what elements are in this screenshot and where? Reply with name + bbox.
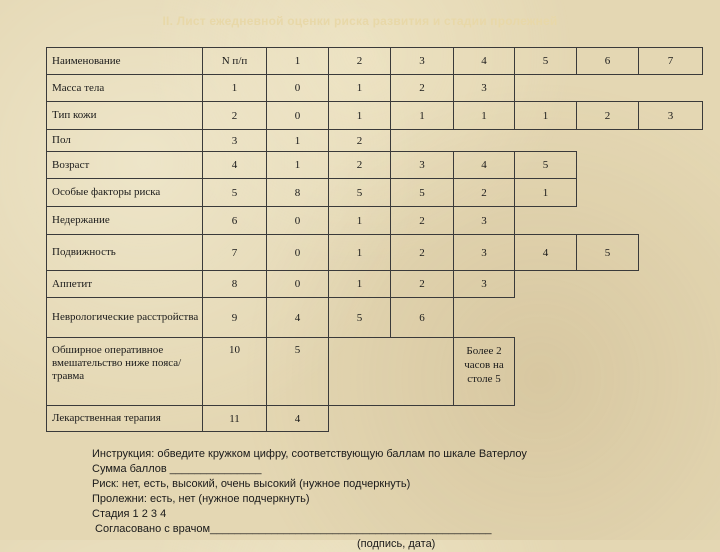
row-num: 8	[203, 271, 267, 298]
score-cell[interactable]: 1	[267, 130, 329, 152]
bedsores-line: Пролежни: есть, нет (нужное подчеркнуть)	[92, 493, 310, 505]
empty-cell	[515, 406, 577, 432]
score-cell[interactable]: 2	[329, 152, 391, 179]
header-col-4: 4	[454, 48, 515, 75]
score-cell[interactable]: 0	[267, 75, 329, 102]
empty-cell	[329, 406, 391, 432]
score-cell[interactable]: Более 2 часов на столе 5	[454, 338, 515, 406]
empty-cell	[515, 298, 577, 338]
score-cell[interactable]: 3	[454, 271, 515, 298]
header-col-7: 7	[639, 48, 703, 75]
score-cell[interactable]: 1	[329, 75, 391, 102]
row-num: 11	[203, 406, 267, 432]
empty-cell	[639, 207, 703, 235]
empty-cell	[515, 338, 577, 406]
row-num: 5	[203, 179, 267, 207]
empty-cell	[639, 130, 703, 152]
row-num: 1	[203, 75, 267, 102]
score-cell[interactable]: 2	[391, 207, 454, 235]
table-row	[47, 207, 703, 235]
table-row	[47, 338, 703, 406]
score-cell[interactable]: 5	[267, 338, 329, 406]
header-num: N п/п	[203, 48, 267, 75]
table-row	[47, 152, 703, 179]
score-cell[interactable]: 4	[267, 298, 329, 338]
empty-cell	[639, 179, 703, 207]
empty-cell	[454, 130, 515, 152]
instructions	[92, 447, 692, 552]
row-num: 9	[203, 298, 267, 338]
row-num: 7	[203, 235, 267, 271]
header-col-1: 1	[267, 48, 329, 75]
empty-cell	[639, 338, 703, 406]
score-cell[interactable]: 1	[267, 152, 329, 179]
empty-cell	[577, 152, 639, 179]
row-name: Обширное оперативное вмешательство ниже пояса/травма	[47, 338, 203, 406]
score-cell[interactable]: 4	[515, 235, 577, 271]
row-name: Особые факторы риска	[47, 179, 203, 207]
row-name: Аппетит	[47, 271, 203, 298]
row-name: Подвижность	[47, 235, 203, 271]
score-cell[interactable]: 5	[577, 235, 639, 271]
header-col-2: 2	[329, 48, 391, 75]
row-num: 2	[203, 102, 267, 130]
empty-cell	[577, 406, 639, 432]
score-cell[interactable]: 0	[267, 207, 329, 235]
table-row	[47, 130, 703, 152]
row-name: Пол	[47, 130, 203, 152]
empty-cell	[454, 298, 515, 338]
table-row	[47, 179, 703, 207]
empty-cell	[577, 130, 639, 152]
score-cell[interactable]: 1	[454, 102, 515, 130]
score-cell[interactable]: 6	[391, 298, 454, 338]
header-col-6: 6	[577, 48, 639, 75]
empty-cell	[391, 406, 454, 432]
empty-cell	[577, 338, 639, 406]
score-cell[interactable]: 1	[329, 235, 391, 271]
empty-cell	[577, 271, 639, 298]
score-cell[interactable]: 3	[454, 207, 515, 235]
score-cell[interactable]: 0	[267, 235, 329, 271]
header-name: Наименование	[47, 48, 203, 75]
empty-cell	[639, 235, 703, 271]
empty-cell	[515, 207, 577, 235]
row-name: Неврологические расстройства	[47, 298, 203, 338]
score-cell[interactable]: 5	[391, 179, 454, 207]
row-name: Тип кожи	[47, 102, 203, 130]
empty-cell	[515, 130, 577, 152]
score-cell[interactable]: 1	[515, 102, 577, 130]
row-num: 4	[203, 152, 267, 179]
empty-cell	[639, 406, 703, 432]
score-cell[interactable]: 2	[329, 130, 391, 152]
table-row	[47, 406, 703, 432]
score-cell[interactable]: 0	[267, 271, 329, 298]
score-cell[interactable]: 3	[639, 102, 703, 130]
score-cell[interactable]: 1	[515, 179, 577, 207]
row-num: 10	[203, 338, 267, 406]
empty-cell	[454, 406, 515, 432]
score-cell[interactable]: 0	[267, 102, 329, 130]
score-cell[interactable]: 5	[515, 152, 577, 179]
score-cell[interactable]: 1	[391, 102, 454, 130]
score-cell[interactable]: 8	[267, 179, 329, 207]
score-cell[interactable]: 2	[454, 179, 515, 207]
score-cell[interactable]: 4	[454, 152, 515, 179]
score-cell[interactable]: 3	[391, 152, 454, 179]
row-num: 3	[203, 130, 267, 152]
instruction-line: Инструкция: обведите кружком цифру, соответствующую баллам по шкале Ватерлоу	[92, 448, 527, 460]
page-title: II. Лист ежедневной оценки риска развития и стадии пролежней	[162, 14, 558, 28]
score-cell[interactable]: 2	[391, 75, 454, 102]
empty-cell	[639, 75, 703, 102]
score-cell[interactable]: 3	[454, 235, 515, 271]
score-cell[interactable]: 1	[329, 207, 391, 235]
score-cell[interactable]: 2	[391, 271, 454, 298]
row-name: Лекарственная терапия	[47, 406, 203, 432]
score-cell[interactable]: 2	[577, 102, 639, 130]
table-row	[47, 298, 703, 338]
score-cell[interactable]: 3	[454, 75, 515, 102]
table-row	[47, 102, 703, 130]
score-sum-line: Сумма баллов _______________	[92, 463, 262, 475]
header-row	[47, 48, 703, 75]
empty-cell	[577, 75, 639, 102]
empty-cell	[577, 207, 639, 235]
empty-cell	[639, 298, 703, 338]
score-cell	[391, 338, 454, 406]
empty-cell	[577, 298, 639, 338]
score-cell[interactable]: 1	[329, 102, 391, 130]
table-row	[47, 271, 703, 298]
score-cell[interactable]: 1	[329, 271, 391, 298]
doctor-approval-line: Согласовано с врачом______________________________________________	[92, 523, 492, 535]
score-cell[interactable]: 4	[267, 406, 329, 432]
score-cell	[329, 338, 391, 406]
header-col-5: 5	[515, 48, 577, 75]
row-name: Недержание	[47, 207, 203, 235]
score-cell[interactable]: 5	[329, 179, 391, 207]
score-cell[interactable]: 2	[391, 235, 454, 271]
table-row	[47, 75, 703, 102]
row-name: Возраст	[47, 152, 203, 179]
empty-cell	[515, 75, 577, 102]
empty-cell	[515, 271, 577, 298]
signature-date-caption: (подпись, дата)	[357, 538, 436, 550]
waterlow-table	[46, 47, 703, 432]
table-row	[47, 235, 703, 271]
empty-cell	[391, 130, 454, 152]
row-num: 6	[203, 207, 267, 235]
stage-line: Стадия 1 2 3 4	[92, 508, 167, 520]
risk-line: Риск: нет, есть, высокий, очень высокий (нужное подчеркнуть)	[92, 478, 411, 490]
empty-cell	[639, 152, 703, 179]
score-cell[interactable]: 5	[329, 298, 391, 338]
empty-cell	[577, 179, 639, 207]
header-col-3: 3	[391, 48, 454, 75]
row-name: Масса тела	[47, 75, 203, 102]
empty-cell	[639, 271, 703, 298]
